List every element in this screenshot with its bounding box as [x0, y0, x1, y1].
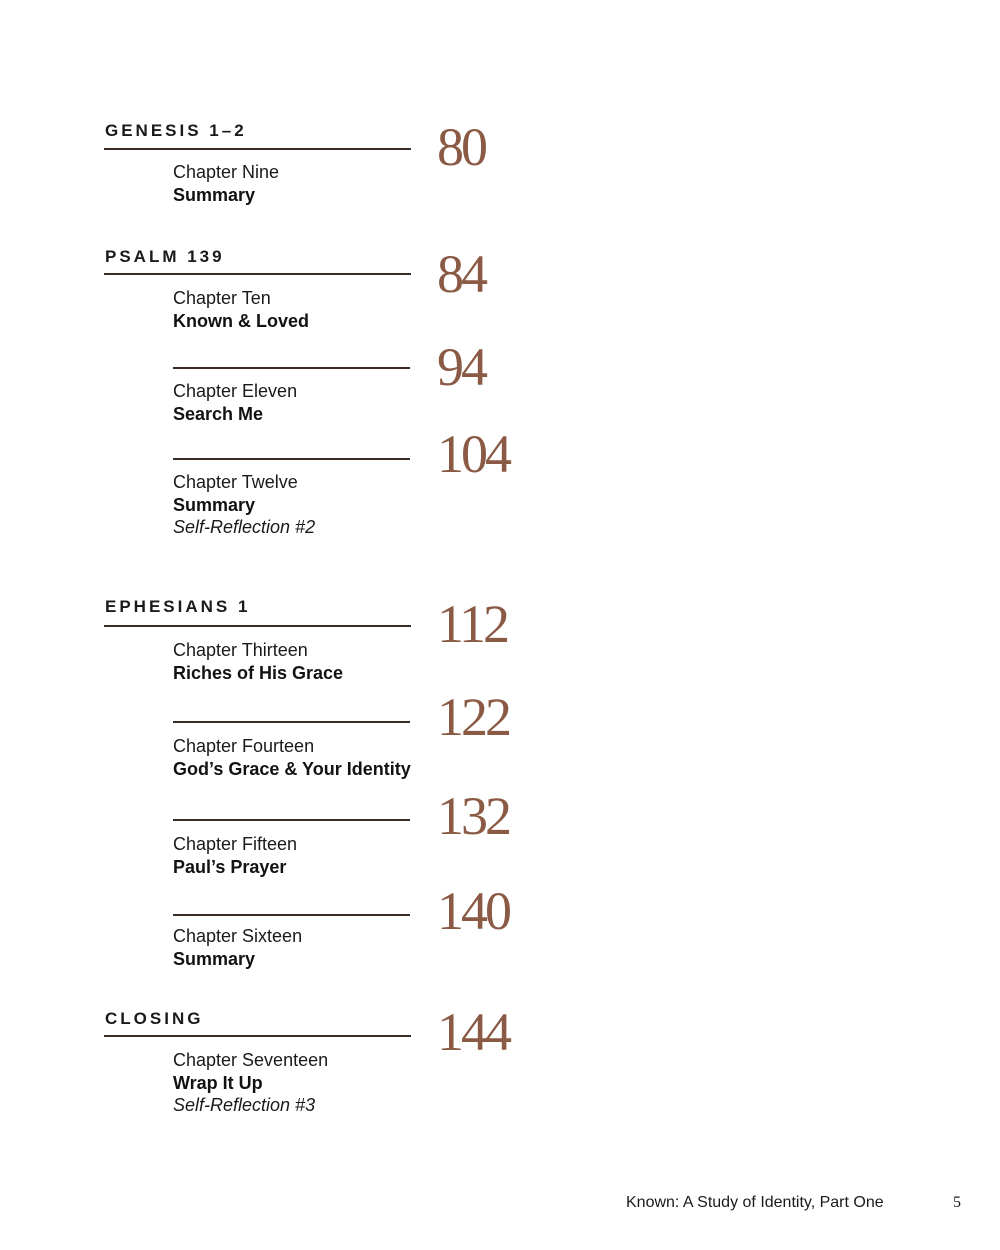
- toc-entry-chapter-thirteen[interactable]: [173, 639, 343, 684]
- page-number: 122: [437, 687, 509, 747]
- chapter-number: Chapter Twelve: [173, 472, 298, 492]
- section-heading-ephesians: EPHESIANS 1: [105, 597, 251, 616]
- chapter-number: Chapter Sixteen: [173, 926, 303, 946]
- toc-entry-chapter-fourteen[interactable]: [173, 735, 411, 780]
- toc-entry-chapter-twelve[interactable]: [173, 471, 315, 539]
- chapter-divider: [173, 914, 410, 916]
- toc-entry-chapter-sixteen[interactable]: [173, 925, 302, 970]
- page-number: 112: [437, 594, 507, 654]
- chapter-number: Chapter Thirteen: [173, 640, 308, 660]
- chapter-title: Summary: [173, 948, 256, 969]
- chapter-title: Known & Loved: [173, 310, 309, 331]
- chapter-title: Summary: [173, 494, 256, 515]
- chapter-number: Chapter Eleven: [173, 381, 298, 401]
- page-number: 80: [437, 117, 485, 177]
- toc-entry-chapter-eleven[interactable]: [173, 380, 297, 425]
- toc-entry-chapter-nine[interactable]: [173, 161, 279, 206]
- page-number: 94: [437, 337, 485, 397]
- toc-entry-chapter-seventeen[interactable]: [173, 1049, 328, 1117]
- section-divider: [104, 148, 411, 150]
- chapter-divider: [173, 721, 410, 723]
- page-number: 140: [437, 881, 509, 941]
- chapter-number: Chapter Seventeen: [173, 1050, 329, 1070]
- chapter-title: God’s Grace & Your Identity: [173, 758, 411, 779]
- chapter-number: Chapter Ten: [173, 288, 271, 308]
- footer-book-title: Known: A Study of Identity, Part One: [626, 1194, 884, 1211]
- chapter-title: Wrap It Up: [173, 1072, 263, 1093]
- chapter-title: Search Me: [173, 403, 264, 424]
- section-heading-genesis: GENESIS 1–2: [105, 121, 247, 140]
- chapter-extra: Self-Reflection #2: [173, 517, 316, 537]
- page-number: 104: [437, 424, 509, 484]
- section-divider: [104, 625, 411, 627]
- chapter-title: Paul’s Prayer: [173, 856, 287, 877]
- chapter-number: Chapter Fourteen: [173, 736, 315, 756]
- page-number: 144: [437, 1002, 509, 1062]
- chapter-number: Chapter Nine: [173, 162, 280, 182]
- chapter-title: Summary: [173, 184, 256, 205]
- section-divider: [104, 1035, 411, 1037]
- chapter-divider: [173, 458, 410, 460]
- footer-page-number: 5: [953, 1194, 961, 1211]
- chapter-divider: [173, 367, 410, 369]
- section-heading-psalm: PSALM 139: [105, 247, 225, 266]
- section-divider: [104, 273, 411, 275]
- section-heading-closing: CLOSING: [105, 1009, 204, 1028]
- page-number: 84: [437, 244, 485, 304]
- chapter-title: Riches of His Grace: [173, 662, 344, 683]
- chapter-extra: Self-Reflection #3: [173, 1095, 316, 1115]
- toc-entry-chapter-ten[interactable]: [173, 287, 309, 332]
- chapter-number: Chapter Fifteen: [173, 834, 298, 854]
- toc-entry-chapter-fifteen[interactable]: [173, 833, 297, 878]
- page-number: 132: [437, 786, 509, 846]
- chapter-divider: [173, 819, 410, 821]
